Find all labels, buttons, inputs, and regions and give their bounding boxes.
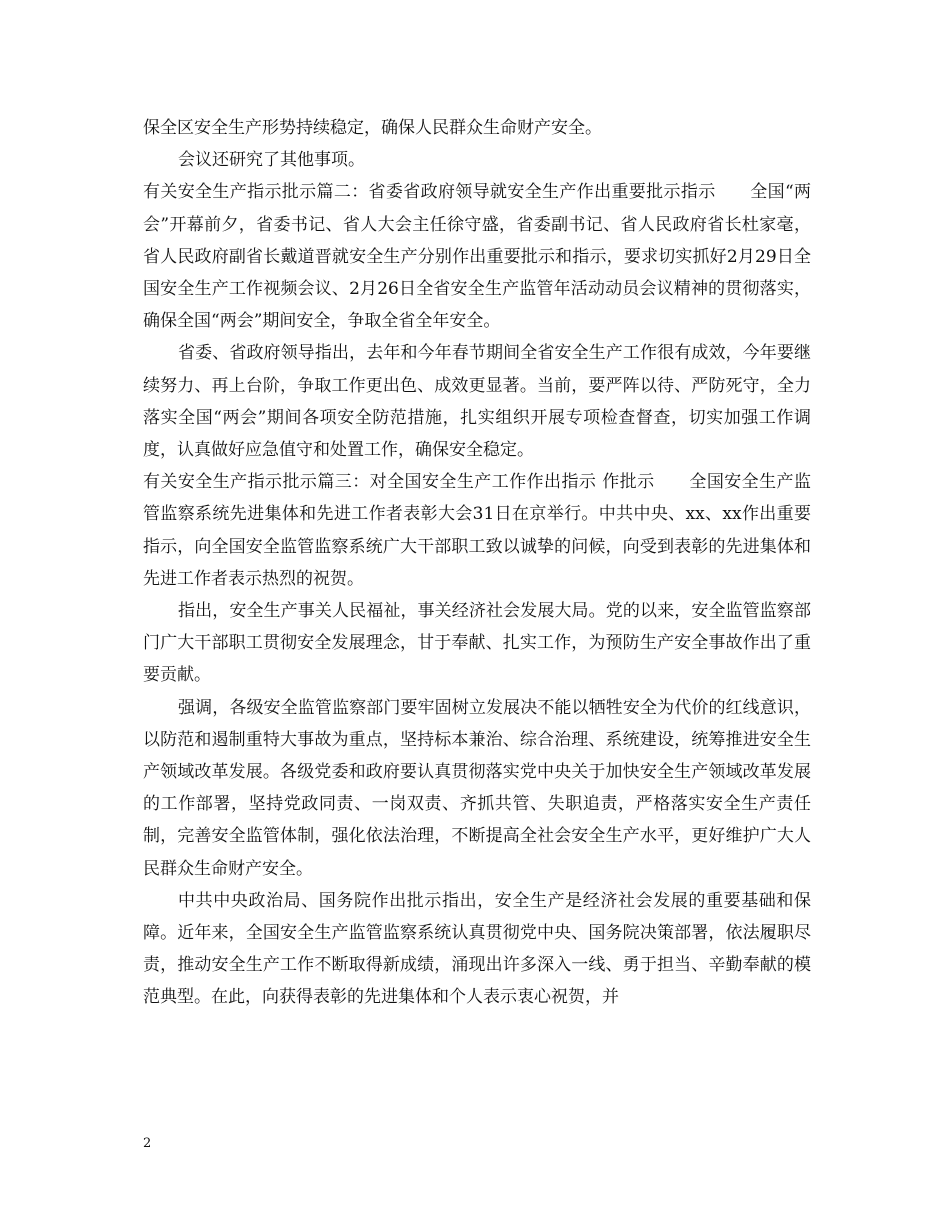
- page-number: 2: [143, 1136, 152, 1151]
- paragraph-5: 有关安全生产指示批示篇三：对全国安全生产工作作出指示 作批示 全国安全生产监管监察系统先进集体和先进工作者表彰大会31日在京举行。中共中央、xx、xx作出重要指示，向全国安全监管监察系统广大干部职工致以诚挚的问候，向受到表彰的先进集体和先进工作者表示热烈的祝贺。: [143, 472, 811, 589]
- document-body: [143, 112, 811, 1014]
- paragraph-1: 保全区安全生产形势持续稳定，确保人民群众生命财产安全。: [143, 118, 602, 138]
- paragraph-2: 会议还研究了其他事项。: [178, 150, 365, 171]
- paragraph-8: 中共中央政治局、国务院作出批示指出，安全生产是经济社会发展的重要基础和保障。近年来，全国安全生产监管监察系统认真贯彻党中央、国务院决策部署，依法履职尽责，推动安全生产工作不断取得新成绩，涌现出许多深入一线、勇于担当、辛勤奉献的模范典型。在此，向获得表彰的先进集体和个人表示衷心祝贺，并: [143, 890, 811, 1008]
- paragraph-6: 指出，安全生产事关人民福祉，事关经济社会发展大局。党的以来，安全监管监察部门广大干部职工贯彻安全发展理念，甘于奉献、扎实工作，为预防生产安全事故作出了重要贡献。: [143, 601, 811, 686]
- paragraph-7: 强调，各级安全监管监察部门要牢固树立发展决不能以牺牲安全为代价的红线意识，以防范和遏制重特大事故为重点，坚持标本兼治、综合治理、系统建设，统筹推进安全生产领域改革发展。各级党委和政府要认真贯彻落实党中央关于加快安全生产领域改革发展的工作部署，坚持党政同责、一岗双责、齐抓共管、失职追责，严格落实安全生产责任制，完善安全监管体制，强化依法治理，不断提高全社会安全生产水平，更好维护广大人民群众生命财产安全。: [143, 697, 811, 879]
- paragraph-4: 省委、省政府领导指出，去年和今年春节期间全省安全生产工作很有成效，今年要继续努力、再上台阶，争取工作更出色、成效更显著。当前，要严阵以待、严防死守，全力落实全国“两会”期间各项安全防范措施，扎实组织开展专项检查督查，切实加强工作调度，认真做好应急值守和处置工作，确保安全稳定。: [143, 343, 811, 461]
- paragraph-3: 有关安全生产指示批示篇二：省委省政府领导就安全生产作出重要批示指示 全国“两会”开幕前夕，省委书记、省人大会主任徐守盛，省委副书记、省人民政府省长杜家毫，省人民政府副省长戴道晋就安全生产分别作出重要批示和指示，要求切实抓好2月29日全国安全生产工作视频会议、2月26日全省安全生产监管年活动动员会议精神的贯彻落实，确保全国“两会”期间安全，争取全省全年安全。: [143, 182, 811, 332]
